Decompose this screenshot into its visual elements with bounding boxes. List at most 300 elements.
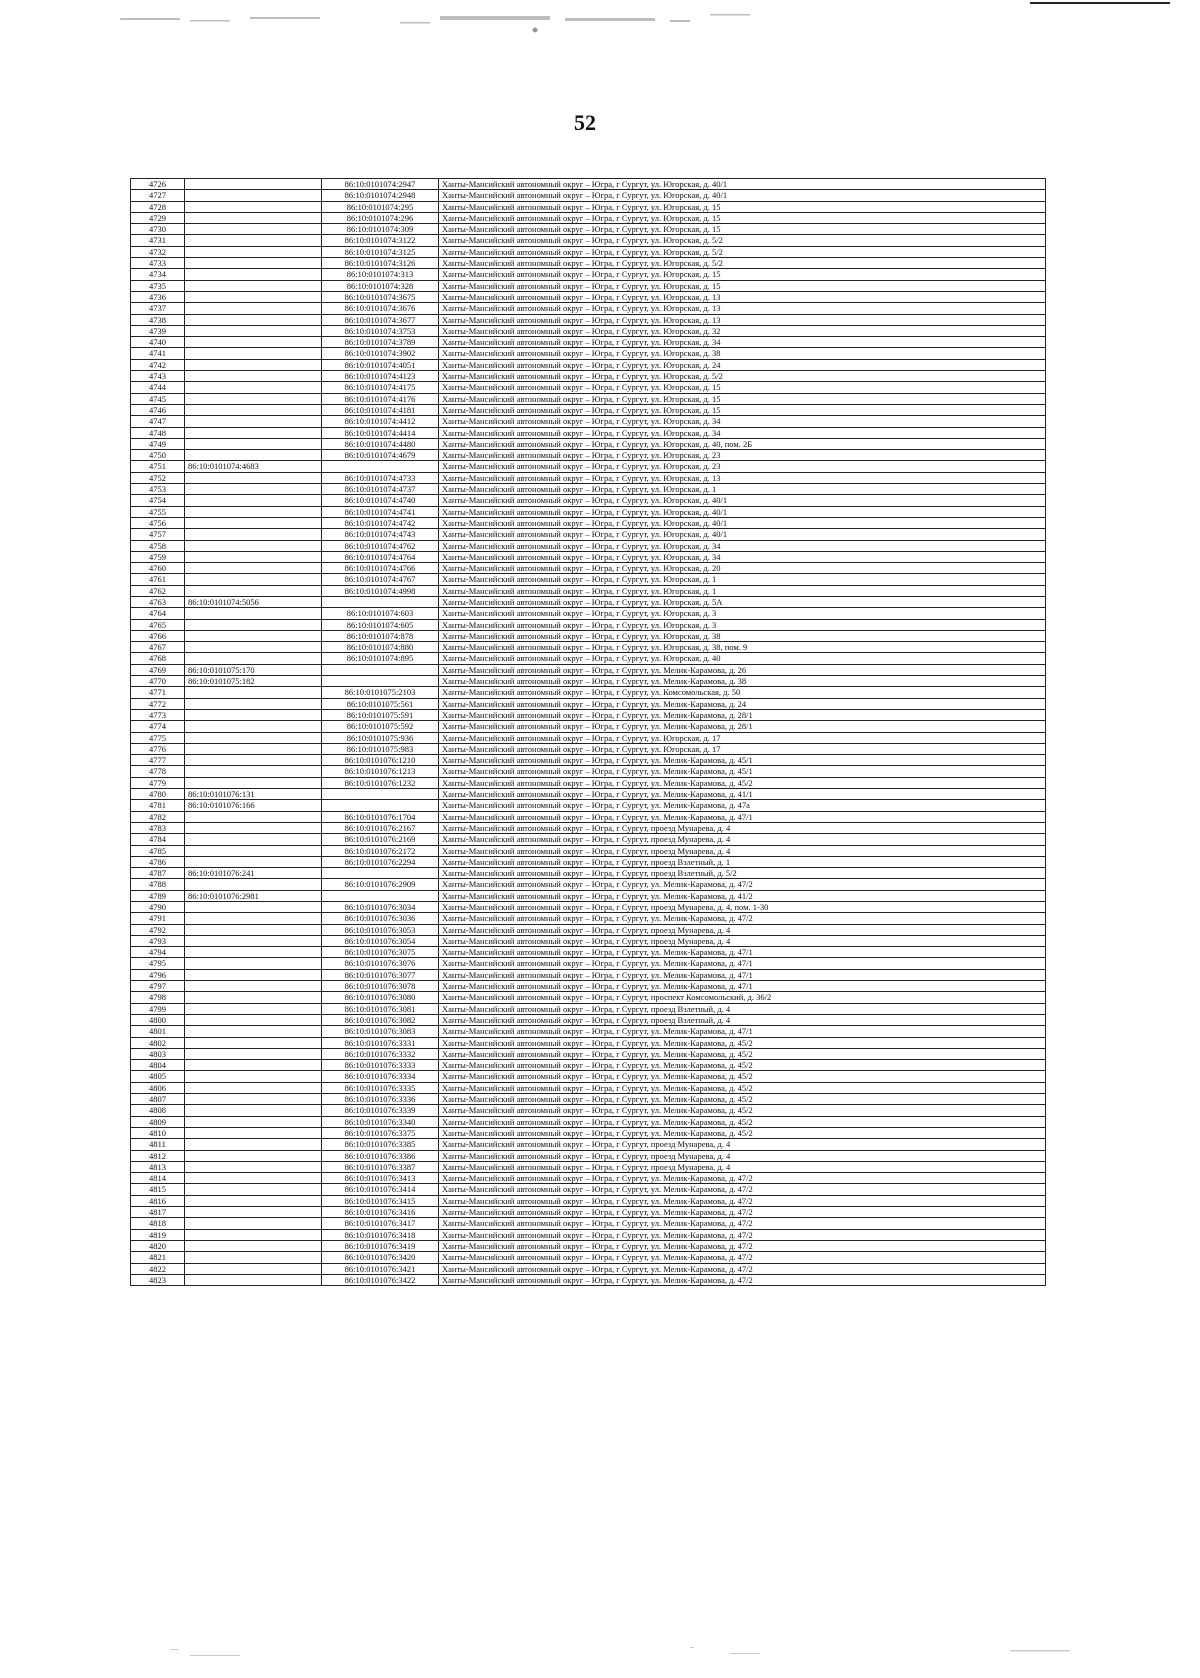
row-number-cell: 4737 xyxy=(131,303,185,314)
table-row xyxy=(131,789,1046,800)
row-number-cell: 4794 xyxy=(131,947,185,958)
cadastral-number-cell: 86:10:0101076:3054 xyxy=(322,935,439,946)
table-row xyxy=(131,1184,1046,1195)
cadastral-number-cell: 86:10:0101074:2947 xyxy=(322,179,439,190)
table-row xyxy=(131,755,1046,766)
old-cadastral-number-cell xyxy=(185,856,322,867)
row-number-cell: 4800 xyxy=(131,1014,185,1025)
old-cadastral-number-cell xyxy=(185,212,322,223)
row-number-cell: 4747 xyxy=(131,416,185,427)
row-number-cell: 4743 xyxy=(131,371,185,382)
row-number-cell: 4808 xyxy=(131,1105,185,1116)
table-row xyxy=(131,822,1046,833)
table-row xyxy=(131,619,1046,630)
row-number-cell: 4753 xyxy=(131,484,185,495)
cadastral-number-cell: 86:10:0101076:3076 xyxy=(322,958,439,969)
address-cell: Ханты-Мансийский автономный округ – Югра, г Сургут, проезд Взлетный, д. 5/2 xyxy=(439,868,1046,879)
address-cell: Ханты-Мансийский автономный округ – Югра, г Сургут, ул. Югорская, д. 15 xyxy=(439,224,1046,235)
old-cadastral-number-cell xyxy=(185,506,322,517)
old-cadastral-number-cell xyxy=(185,393,322,404)
row-number-cell: 4804 xyxy=(131,1060,185,1071)
old-cadastral-number-cell xyxy=(185,1014,322,1025)
old-cadastral-number-cell xyxy=(185,450,322,461)
cadastral-number-cell: 86:10:0101074:4766 xyxy=(322,563,439,574)
row-number-cell: 4822 xyxy=(131,1263,185,1274)
table-row xyxy=(131,540,1046,551)
old-cadastral-number-cell xyxy=(185,1173,322,1184)
old-cadastral-number-cell xyxy=(185,1116,322,1127)
cadastral-number-cell: 86:10:0101076:3413 xyxy=(322,1173,439,1184)
old-cadastral-number-cell xyxy=(185,348,322,359)
address-cell: Ханты-Мансийский автономный округ – Югра, г Сургут, ул. Югорская, д. 15 xyxy=(439,404,1046,415)
old-cadastral-number-cell xyxy=(185,1105,322,1116)
row-number-cell: 4784 xyxy=(131,834,185,845)
address-cell: Ханты-Мансийский автономный округ – Югра, г Сургут, ул. Мелик-Карамова, д. 47/1 xyxy=(439,811,1046,822)
old-cadastral-number-cell xyxy=(185,371,322,382)
address-cell: Ханты-Мансийский автономный округ – Югра, г Сургут, ул. Югорская, д. 40/1 xyxy=(439,529,1046,540)
old-cadastral-number-cell xyxy=(185,1252,322,1263)
row-number-cell: 4731 xyxy=(131,235,185,246)
cadastral-number-cell: 86:10:0101076:3336 xyxy=(322,1094,439,1105)
cadastral-number-cell: 86:10:0101076:2169 xyxy=(322,834,439,845)
cadastral-number-cell: 86:10:0101076:3082 xyxy=(322,1014,439,1025)
row-number-cell: 4742 xyxy=(131,359,185,370)
table-row xyxy=(131,224,1046,235)
address-cell: Ханты-Мансийский автономный округ – Югра, г Сургут, проезд Взлетный, д. 1 xyxy=(439,856,1046,867)
table-row xyxy=(131,359,1046,370)
old-cadastral-number-cell xyxy=(185,574,322,585)
address-cell: Ханты-Мансийский автономный округ – Югра, г Сургут, ул. Югорская, д. 38 xyxy=(439,348,1046,359)
address-cell: Ханты-Мансийский автономный округ – Югра, г Сургут, ул. Югорская, д. 40/1 xyxy=(439,506,1046,517)
address-cell: Ханты-Мансийский автономный округ – Югра, г Сургут, проезд Мунарева, д. 4 xyxy=(439,845,1046,856)
old-cadastral-number-cell xyxy=(185,732,322,743)
cadastral-number-cell: 86:10:0101076:3414 xyxy=(322,1184,439,1195)
address-cell: Ханты-Мансийский автономный округ – Югра, г Сургут, ул. Мелик-Карамова, д. 47/1 xyxy=(439,969,1046,980)
old-cadastral-number-cell xyxy=(185,179,322,190)
row-number-cell: 4796 xyxy=(131,969,185,980)
old-cadastral-number-cell xyxy=(185,1026,322,1037)
cadastral-number-cell: 86:10:0101076:3335 xyxy=(322,1082,439,1093)
cadastral-number-cell: 86:10:0101074:4741 xyxy=(322,506,439,517)
address-cell: Ханты-Мансийский автономный округ – Югра, г Сургут, ул. Мелик-Карамова, д. 47а xyxy=(439,800,1046,811)
row-number-cell: 4735 xyxy=(131,280,185,291)
old-cadastral-number-cell xyxy=(185,1060,322,1071)
row-number-cell: 4780 xyxy=(131,789,185,800)
address-cell: Ханты-Мансийский автономный округ – Югра, г Сургут, ул. Югорская, д. 13 xyxy=(439,291,1046,302)
old-cadastral-number-cell xyxy=(185,1003,322,1014)
address-cell: Ханты-Мансийский автономный округ – Югра, г Сургут, ул. Югорская, д. 5А xyxy=(439,596,1046,607)
row-number-cell: 4820 xyxy=(131,1240,185,1251)
row-number-cell: 4740 xyxy=(131,337,185,348)
row-number-cell: 4761 xyxy=(131,574,185,585)
old-cadastral-number-cell xyxy=(185,201,322,212)
address-cell: Ханты-Мансийский автономный округ – Югра, г Сургут, ул. Югорская, д. 15 xyxy=(439,393,1046,404)
table-row xyxy=(131,721,1046,732)
address-cell: Ханты-Мансийский автономный округ – Югра, г Сургут, ул. Югорская, д. 20 xyxy=(439,563,1046,574)
table-row xyxy=(131,563,1046,574)
row-number-cell: 4732 xyxy=(131,246,185,257)
table-row xyxy=(131,325,1046,336)
address-cell: Ханты-Мансийский автономный округ – Югра, г Сургут, проезд Мунарева, д. 4 xyxy=(439,924,1046,935)
address-cell: Ханты-Мансийский автономный округ – Югра, г Сургут, ул. Мелик-Карамова, д. 47/2 xyxy=(439,1240,1046,1251)
table-row xyxy=(131,371,1046,382)
address-cell: Ханты-Мансийский автономный округ – Югра, г Сургут, ул. Югорская, д. 17 xyxy=(439,743,1046,754)
table-row xyxy=(131,201,1046,212)
address-cell: Ханты-Мансийский автономный округ – Югра, г Сургут, ул. Югорская, д. 17 xyxy=(439,732,1046,743)
row-number-cell: 4813 xyxy=(131,1161,185,1172)
address-cell: Ханты-Мансийский автономный округ – Югра, г Сургут, ул. Югорская, д. 34 xyxy=(439,427,1046,438)
row-number-cell: 4821 xyxy=(131,1252,185,1263)
row-number-cell: 4772 xyxy=(131,698,185,709)
old-cadastral-number-cell xyxy=(185,529,322,540)
cadastral-number-cell: 86:10:0101074:603 xyxy=(322,608,439,619)
table-row xyxy=(131,732,1046,743)
row-number-cell: 4782 xyxy=(131,811,185,822)
cadastral-number-cell: 86:10:0101076:3418 xyxy=(322,1229,439,1240)
address-cell: Ханты-Мансийский автономный округ – Югра, г Сургут, ул. Мелик-Карамова, д. 45/2 xyxy=(439,1116,1046,1127)
old-cadastral-number-cell xyxy=(185,563,322,574)
scan-noise-bottom xyxy=(170,1635,1130,1665)
old-cadastral-number-cell xyxy=(185,1229,322,1240)
old-cadastral-number-cell xyxy=(185,438,322,449)
old-cadastral-number-cell xyxy=(185,902,322,913)
row-number-cell: 4767 xyxy=(131,642,185,653)
old-cadastral-number-cell xyxy=(185,314,322,325)
address-cell: Ханты-Мансийский автономный округ – Югра, г Сургут, проезд Мунарева, д. 4 xyxy=(439,1139,1046,1150)
cadastral-number-cell: 86:10:0101076:3034 xyxy=(322,902,439,913)
cadastral-number-cell: 86:10:0101074:4412 xyxy=(322,416,439,427)
old-cadastral-number-cell xyxy=(185,190,322,201)
table-row xyxy=(131,653,1046,664)
table-row xyxy=(131,472,1046,483)
address-cell: Ханты-Мансийский автономный округ – Югра, г Сургут, ул. Мелик-Карамова, д. 26 xyxy=(439,664,1046,675)
old-cadastral-number-cell: 86:10:0101075:182 xyxy=(185,676,322,687)
row-number-cell: 4816 xyxy=(131,1195,185,1206)
table-row xyxy=(131,1150,1046,1161)
table-row xyxy=(131,258,1046,269)
row-number-cell: 4815 xyxy=(131,1184,185,1195)
old-cadastral-number-cell xyxy=(185,1240,322,1251)
table-row xyxy=(131,1026,1046,1037)
row-number-cell: 4807 xyxy=(131,1094,185,1105)
address-cell: Ханты-Мансийский автономный округ – Югра, г Сургут, ул. Мелик-Карамова, д. 45/2 xyxy=(439,1071,1046,1082)
table-row xyxy=(131,404,1046,415)
table-row xyxy=(131,551,1046,562)
table-row xyxy=(131,1014,1046,1025)
old-cadastral-number-cell xyxy=(185,935,322,946)
cadastral-number-cell: 86:10:0101074:4181 xyxy=(322,404,439,415)
row-number-cell: 4727 xyxy=(131,190,185,201)
row-number-cell: 4778 xyxy=(131,766,185,777)
address-cell: Ханты-Мансийский автономный округ – Югра, г Сургут, ул. Югорская, д. 15 xyxy=(439,280,1046,291)
row-number-cell: 4774 xyxy=(131,721,185,732)
address-cell: Ханты-Мансийский автономный округ – Югра, г Сургут, ул. Югорская, д. 38, пом. 9 xyxy=(439,642,1046,653)
row-number-cell: 4803 xyxy=(131,1048,185,1059)
old-cadastral-number-cell xyxy=(185,777,322,788)
row-number-cell: 4748 xyxy=(131,427,185,438)
cadastral-number-cell: 86:10:0101074:4767 xyxy=(322,574,439,585)
cadastral-number-cell: 86:10:0101076:3053 xyxy=(322,924,439,935)
cadastral-number-cell: 86:10:0101074:3675 xyxy=(322,291,439,302)
table-row xyxy=(131,992,1046,1003)
address-cell: Ханты-Мансийский автономный округ – Югра, г Сургут, ул. Мелик-Карамова, д. 38 xyxy=(439,676,1046,687)
old-cadastral-number-cell xyxy=(185,484,322,495)
cadastral-number-cell: 86:10:0101076:3385 xyxy=(322,1139,439,1150)
address-cell: Ханты-Мансийский автономный округ – Югра, г Сургут, ул. Мелик-Карамова, д. 47/2 xyxy=(439,1274,1046,1285)
table-row xyxy=(131,1003,1046,1014)
cadastral-number-cell: 86:10:0101074:878 xyxy=(322,630,439,641)
address-cell: Ханты-Мансийский автономный округ – Югра, г Сургут, ул. Югорская, д. 5/2 xyxy=(439,258,1046,269)
address-cell: Ханты-Мансийский автономный округ – Югра, г Сургут, ул. Югорская, д. 34 xyxy=(439,540,1046,551)
registry-table xyxy=(130,178,1046,1286)
table-row xyxy=(131,291,1046,302)
old-cadastral-number-cell xyxy=(185,359,322,370)
address-cell: Ханты-Мансийский автономный округ – Югра, г Сургут, ул. Югорская, д. 5/2 xyxy=(439,371,1046,382)
old-cadastral-number-cell xyxy=(185,608,322,619)
table-row xyxy=(131,902,1046,913)
old-cadastral-number-cell xyxy=(185,811,322,822)
table-row xyxy=(131,303,1046,314)
old-cadastral-number-cell xyxy=(185,1071,322,1082)
row-number-cell: 4792 xyxy=(131,924,185,935)
old-cadastral-number-cell xyxy=(185,585,322,596)
address-cell: Ханты-Мансийский автономный округ – Югра, г Сургут, проезд Мунарева, д. 4 xyxy=(439,935,1046,946)
cadastral-number-cell xyxy=(322,789,439,800)
old-cadastral-number-cell xyxy=(185,834,322,845)
address-cell: Ханты-Мансийский автономный округ – Югра, г Сургут, ул. Югорская, д. 13 xyxy=(439,314,1046,325)
address-cell: Ханты-Мансийский автономный округ – Югра, г Сургут, ул. Югорская, д. 38 xyxy=(439,630,1046,641)
old-cadastral-number-cell xyxy=(185,845,322,856)
cadastral-number-cell: 86:10:0101074:4176 xyxy=(322,393,439,404)
table-row xyxy=(131,642,1046,653)
cadastral-number-cell: 86:10:0101076:3036 xyxy=(322,913,439,924)
cadastral-number-cell: 86:10:0101074:4740 xyxy=(322,495,439,506)
top-rule xyxy=(1030,2,1170,4)
cadastral-number-cell: 86:10:0101076:1210 xyxy=(322,755,439,766)
cadastral-number-cell: 86:10:0101076:1213 xyxy=(322,766,439,777)
address-cell: Ханты-Мансийский автономный округ – Югра, г Сургут, ул. Мелик-Карамова, д. 45/2 xyxy=(439,1082,1046,1093)
row-number-cell: 4728 xyxy=(131,201,185,212)
cadastral-number-cell: 86:10:0101074:3753 xyxy=(322,325,439,336)
old-cadastral-number-cell xyxy=(185,1127,322,1138)
cadastral-number-cell: 86:10:0101074:4742 xyxy=(322,517,439,528)
address-cell: Ханты-Мансийский автономный округ – Югра, г Сургут, ул. Мелик-Карамова, д. 47/2 xyxy=(439,1195,1046,1206)
row-number-cell: 4738 xyxy=(131,314,185,325)
cadastral-number-cell xyxy=(322,868,439,879)
cadastral-number-cell: 86:10:0101076:3081 xyxy=(322,1003,439,1014)
cadastral-number-cell: 86:10:0101074:4679 xyxy=(322,450,439,461)
table-row xyxy=(131,743,1046,754)
row-number-cell: 4773 xyxy=(131,709,185,720)
old-cadastral-number-cell xyxy=(185,687,322,698)
row-number-cell: 4787 xyxy=(131,868,185,879)
old-cadastral-number-cell xyxy=(185,1218,322,1229)
row-number-cell: 4734 xyxy=(131,269,185,280)
cadastral-number-cell: 86:10:0101076:3339 xyxy=(322,1105,439,1116)
table-row xyxy=(131,709,1046,720)
address-cell: Ханты-Мансийский автономный округ – Югра, г Сургут, ул. Мелик-Карамова, д. 47/2 xyxy=(439,1252,1046,1263)
cadastral-number-cell: 86:10:0101075:592 xyxy=(322,721,439,732)
table-row xyxy=(131,630,1046,641)
table-row xyxy=(131,935,1046,946)
row-number-cell: 4744 xyxy=(131,382,185,393)
address-cell: Ханты-Мансийский автономный округ – Югра, г Сургут, проезд Мунарева, д. 4 xyxy=(439,822,1046,833)
table-row xyxy=(131,484,1046,495)
table-row xyxy=(131,969,1046,980)
row-number-cell: 4801 xyxy=(131,1026,185,1037)
old-cadastral-number-cell xyxy=(185,1150,322,1161)
cadastral-number-cell: 86:10:0101074:3676 xyxy=(322,303,439,314)
old-cadastral-number-cell xyxy=(185,913,322,924)
cadastral-number-cell: 86:10:0101074:4743 xyxy=(322,529,439,540)
old-cadastral-number-cell: 86:10:0101076:241 xyxy=(185,868,322,879)
cadastral-number-cell: 86:10:0101074:296 xyxy=(322,212,439,223)
cadastral-number-cell: 86:10:0101076:3415 xyxy=(322,1195,439,1206)
cadastral-number-cell: 86:10:0101076:3331 xyxy=(322,1037,439,1048)
cadastral-number-cell: 86:10:0101074:605 xyxy=(322,619,439,630)
table-row xyxy=(131,235,1046,246)
table-row xyxy=(131,1139,1046,1150)
old-cadastral-number-cell xyxy=(185,517,322,528)
table-row xyxy=(131,596,1046,607)
cadastral-number-cell xyxy=(322,664,439,675)
table-row xyxy=(131,269,1046,280)
row-number-cell: 4809 xyxy=(131,1116,185,1127)
old-cadastral-number-cell xyxy=(185,303,322,314)
table-row xyxy=(131,845,1046,856)
table-row xyxy=(131,981,1046,992)
row-number-cell: 4798 xyxy=(131,992,185,1003)
old-cadastral-number-cell xyxy=(185,1037,322,1048)
old-cadastral-number-cell xyxy=(185,246,322,257)
address-cell: Ханты-Мансийский автономный округ – Югра, г Сургут, ул. Мелик-Карамова, д. 45/2 xyxy=(439,777,1046,788)
old-cadastral-number-cell xyxy=(185,969,322,980)
address-cell: Ханты-Мансийский автономный округ – Югра, г Сургут, ул. Югорская, д. 40 xyxy=(439,653,1046,664)
row-number-cell: 4818 xyxy=(131,1218,185,1229)
old-cadastral-number-cell xyxy=(185,269,322,280)
old-cadastral-number-cell xyxy=(185,291,322,302)
table-row xyxy=(131,382,1046,393)
address-cell: Ханты-Мансийский автономный округ – Югра, г Сургут, проезд Мунарева, д. 4 xyxy=(439,1150,1046,1161)
table-row xyxy=(131,687,1046,698)
row-number-cell: 4739 xyxy=(131,325,185,336)
row-number-cell: 4786 xyxy=(131,856,185,867)
old-cadastral-number-cell xyxy=(185,1195,322,1206)
address-cell: Ханты-Мансийский автономный округ – Югра, г Сургут, проезд Мунарева, д. 4 xyxy=(439,834,1046,845)
row-number-cell: 4811 xyxy=(131,1139,185,1150)
table-row xyxy=(131,348,1046,359)
address-cell: Ханты-Мансийский автономный округ – Югра, г Сургут, ул. Югорская, д. 5/2 xyxy=(439,235,1046,246)
address-cell: Ханты-Мансийский автономный округ – Югра, г Сургут, ул. Мелик-Карамова, д. 45/2 xyxy=(439,1094,1046,1105)
address-cell: Ханты-Мансийский автономный округ – Югра, г Сургут, ул. Мелик-Карамова, д. 47/1 xyxy=(439,958,1046,969)
cadastral-number-cell: 86:10:0101075:591 xyxy=(322,709,439,720)
row-number-cell: 4763 xyxy=(131,596,185,607)
table-row xyxy=(131,529,1046,540)
old-cadastral-number-cell xyxy=(185,495,322,506)
table-row xyxy=(131,1071,1046,1082)
table-row xyxy=(131,664,1046,675)
row-number-cell: 4765 xyxy=(131,619,185,630)
old-cadastral-number-cell xyxy=(185,325,322,336)
cadastral-number-cell: 86:10:0101076:2909 xyxy=(322,879,439,890)
table-row xyxy=(131,495,1046,506)
cadastral-number-cell: 86:10:0101074:4764 xyxy=(322,551,439,562)
address-cell: Ханты-Мансийский автономный округ – Югра, г Сургут, ул. Мелик-Карамова, д. 47/2 xyxy=(439,913,1046,924)
old-cadastral-number-cell xyxy=(185,404,322,415)
table-row xyxy=(131,890,1046,901)
cadastral-number-cell: 86:10:0101074:4762 xyxy=(322,540,439,551)
address-cell: Ханты-Мансийский автономный округ – Югра, г Сургут, проезд Взлетный, д. 4 xyxy=(439,1014,1046,1025)
address-cell: Ханты-Мансийский автономный округ – Югра, г Сургут, ул. Мелик-Карамова, д. 28/1 xyxy=(439,709,1046,720)
row-number-cell: 4764 xyxy=(131,608,185,619)
row-number-cell: 4754 xyxy=(131,495,185,506)
address-cell: Ханты-Мансийский автономный округ – Югра, г Сургут, проезд Мунарева, д. 4, пом. 1-30 xyxy=(439,902,1046,913)
cadastral-number-cell: 86:10:0101076:3417 xyxy=(322,1218,439,1229)
address-cell: Ханты-Мансийский автономный округ – Югра, г Сургут, ул. Югорская, д. 23 xyxy=(439,450,1046,461)
address-cell: Ханты-Мансийский автономный округ – Югра, г Сургут, ул. Мелик-Карамова, д. 45/2 xyxy=(439,1037,1046,1048)
address-cell: Ханты-Мансийский автономный округ – Югра, г Сургут, ул. Мелик-Карамова, д. 47/2 xyxy=(439,1207,1046,1218)
address-cell: Ханты-Мансийский автономный округ – Югра, г Сургут, ул. Югорская, д. 1 xyxy=(439,484,1046,495)
old-cadastral-number-cell xyxy=(185,947,322,958)
address-cell: Ханты-Мансийский автономный округ – Югра, г Сургут, проспект Комсомольский, д. 36/2 xyxy=(439,992,1046,1003)
old-cadastral-number-cell xyxy=(185,992,322,1003)
table-row xyxy=(131,766,1046,777)
old-cadastral-number-cell xyxy=(185,642,322,653)
cadastral-number-cell: 86:10:0101074:313 xyxy=(322,269,439,280)
address-cell: Ханты-Мансийский автономный округ – Югра, г Сургут, ул. Югорская, д. 34 xyxy=(439,337,1046,348)
cadastral-number-cell: 86:10:0101074:3126 xyxy=(322,258,439,269)
address-cell: Ханты-Мансийский автономный округ – Югра, г Сургут, ул. Мелик-Карамова, д. 47/2 xyxy=(439,1218,1046,1229)
row-number-cell: 4758 xyxy=(131,540,185,551)
row-number-cell: 4726 xyxy=(131,179,185,190)
cadastral-number-cell: 86:10:0101075:936 xyxy=(322,732,439,743)
address-cell: Ханты-Мансийский автономный округ – Югра, г Сургут, ул. Мелик-Карамова, д. 45/1 xyxy=(439,755,1046,766)
old-cadastral-number-cell: 86:10:0101076:166 xyxy=(185,800,322,811)
row-number-cell: 4790 xyxy=(131,902,185,913)
row-number-cell: 4785 xyxy=(131,845,185,856)
row-number-cell: 4788 xyxy=(131,879,185,890)
row-number-cell: 4760 xyxy=(131,563,185,574)
table-row xyxy=(131,1218,1046,1229)
address-cell: Ханты-Мансийский автономный округ – Югра, г Сургут, ул. Мелик-Карамова, д. 47/1 xyxy=(439,1026,1046,1037)
cadastral-number-cell: 86:10:0101074:880 xyxy=(322,642,439,653)
address-cell: Ханты-Мансийский автономный округ – Югра, г Сургут, ул. Мелик-Карамова, д. 41/2 xyxy=(439,890,1046,901)
table-row xyxy=(131,517,1046,528)
table-row xyxy=(131,179,1046,190)
table-row xyxy=(131,777,1046,788)
row-number-cell: 4736 xyxy=(131,291,185,302)
row-number-cell: 4741 xyxy=(131,348,185,359)
old-cadastral-number-cell: 86:10:0101075:170 xyxy=(185,664,322,675)
table-row xyxy=(131,1116,1046,1127)
old-cadastral-number-cell xyxy=(185,1094,322,1105)
address-cell: Ханты-Мансийский автономный округ – Югра, г Сургут, ул. Югорская, д. 3 xyxy=(439,608,1046,619)
row-number-cell: 4814 xyxy=(131,1173,185,1184)
row-number-cell: 4823 xyxy=(131,1274,185,1285)
old-cadastral-number-cell xyxy=(185,653,322,664)
old-cadastral-number-cell xyxy=(185,416,322,427)
cadastral-number-cell: 86:10:0101076:3421 xyxy=(322,1263,439,1274)
address-cell: Ханты-Мансийский автономный округ – Югра, г Сургут, ул. Югорская, д. 24 xyxy=(439,359,1046,370)
table-row xyxy=(131,314,1046,325)
row-number-cell: 4745 xyxy=(131,393,185,404)
cadastral-number-cell: 86:10:0101074:2948 xyxy=(322,190,439,201)
row-number-cell: 4817 xyxy=(131,1207,185,1218)
table-row xyxy=(131,811,1046,822)
old-cadastral-number-cell: 86:10:0101074:4683 xyxy=(185,461,322,472)
row-number-cell: 4789 xyxy=(131,890,185,901)
old-cadastral-number-cell xyxy=(185,540,322,551)
